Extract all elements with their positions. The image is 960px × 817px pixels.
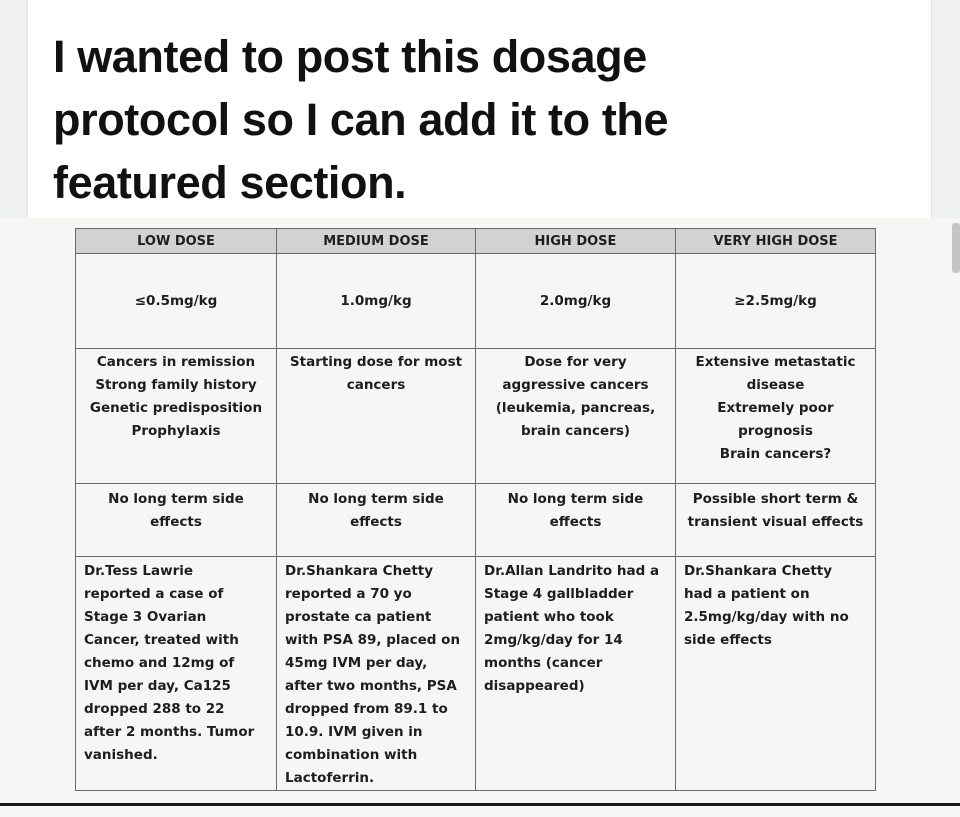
cell-text-line: 2mg/kg/day for 14 — [484, 632, 623, 648]
cell-text-line: months (cancer — [484, 655, 603, 671]
cell-text-line: 10.9. IVM given in — [285, 724, 423, 740]
cell-text-line: cancers — [346, 377, 406, 393]
dose-cell: ≥2.5mg/kg — [676, 254, 876, 349]
post-text-line: protocol so I can add it to the — [53, 94, 669, 145]
post-text-line: featured section. — [53, 157, 407, 208]
cell-text-line: Lactoferrin. — [285, 770, 375, 786]
evidence-cell — [476, 557, 676, 791]
cell-text-line: patient who took — [484, 609, 614, 625]
dose-cell: 2.0mg/kg — [476, 254, 676, 349]
cell-text-line: dropped from 89.1 to — [285, 701, 448, 717]
dose-cell: ≤0.5mg/kg — [76, 254, 277, 349]
cell-text-line: dropped 288 to 22 — [84, 701, 225, 717]
cell-text-line: combination with — [285, 747, 418, 763]
cell-text-line: prognosis — [738, 423, 813, 439]
cell-text-line: No long term side — [308, 491, 444, 507]
cell-text-line: Dr.Allan Landrito had a — [484, 563, 660, 579]
dose-row — [76, 254, 876, 349]
cell-text-line: Dose for very — [524, 354, 627, 370]
cell-text-line: with PSA 89, placed on — [285, 632, 461, 648]
cell-text-line: Extensive metastatic — [695, 354, 856, 370]
cell-text-line: Possible short term & — [692, 491, 859, 507]
post-text — [53, 25, 833, 214]
cell-text-line: Brain cancers? — [719, 446, 832, 462]
cell-text-line: effects — [549, 514, 602, 530]
cell-text-line: effects — [350, 514, 402, 530]
evidence-cell — [277, 557, 476, 791]
cell-text-line: Dr.Shankara Chetty — [285, 563, 434, 579]
cell-text-line: brain cancers) — [520, 423, 631, 439]
cell-text-line: reported a 70 yo — [285, 586, 412, 602]
cell-text-line: after two months, PSA — [285, 678, 457, 694]
evidence-cell — [76, 557, 277, 791]
cell-text-line: Stage 3 Ovarian — [84, 609, 207, 625]
cell-text-line: Dr.Shankara Chetty — [684, 563, 833, 579]
header-high-dose: HIGH DOSE — [476, 229, 676, 254]
cell-text-line: effects — [150, 514, 202, 530]
evidence-cell — [676, 557, 876, 791]
cell-text-line: Extremely poor — [717, 400, 834, 416]
table-header-row — [76, 229, 876, 254]
cell-text-line: 2.5mg/kg/day with no — [684, 609, 849, 625]
indication-cell — [476, 349, 676, 484]
header-medium-dose: MEDIUM DOSE — [277, 229, 476, 254]
cell-text-line: Genetic predisposition — [89, 400, 263, 416]
cell-text-line: had a patient on — [684, 586, 810, 602]
cell-text-line: transient visual effects — [687, 514, 864, 530]
cell-text-line: reported a case of — [84, 586, 224, 602]
cell-text-line: disappeared) — [484, 678, 585, 694]
cell-text-line: IVM per day, Ca125 — [84, 678, 231, 694]
dosage-table — [75, 228, 876, 791]
cell-text-line: (leukemia, pancreas, — [495, 400, 656, 416]
side-effects-cell — [676, 484, 876, 557]
header-very-high-dose: VERY HIGH DOSE — [676, 229, 876, 254]
cell-text-line: aggressive cancers — [502, 377, 649, 393]
cell-text-line: Stage 4 gallbladder — [484, 586, 634, 602]
cell-text-line: disease — [746, 377, 805, 393]
cell-text-line: Cancers in remission — [96, 354, 256, 370]
side-effects-cell — [476, 484, 676, 557]
evidence-row — [76, 557, 876, 791]
cell-text-line: No long term side — [507, 491, 644, 507]
indication-cell — [676, 349, 876, 484]
indication-cell — [277, 349, 476, 484]
cell-text-line: chemo and 12mg of — [84, 655, 235, 671]
cell-text-line: Starting dose for most — [289, 354, 463, 370]
scrollbar-thumb[interactable] — [952, 223, 960, 273]
header-low-dose: LOW DOSE — [76, 229, 277, 254]
indication-cell — [76, 349, 277, 484]
cell-text-line: Cancer, treated with — [84, 632, 239, 648]
cell-text-line: Strong family history — [95, 377, 257, 393]
cell-text-line: 45mg IVM per day, — [285, 655, 428, 671]
cell-text-line: vanished. — [84, 747, 158, 763]
cell-text-line: Dr.Tess Lawrie — [84, 563, 194, 579]
side-effects-row — [76, 484, 876, 557]
divider — [0, 803, 960, 806]
cell-text-line: side effects — [684, 632, 772, 648]
post-text-line: I wanted to post this dosage — [53, 31, 647, 82]
side-effects-cell — [277, 484, 476, 557]
side-effects-cell — [76, 484, 277, 557]
cell-text-line: after 2 months. Tumor — [84, 724, 255, 740]
cropped-previous-line — [203, 0, 583, 6]
indication-row — [76, 349, 876, 484]
cell-text-line: No long term side — [108, 491, 244, 507]
cell-text-line: prostate ca patient — [285, 609, 432, 625]
cell-text-line: Prophylaxis — [131, 423, 221, 439]
dose-cell: 1.0mg/kg — [277, 254, 476, 349]
